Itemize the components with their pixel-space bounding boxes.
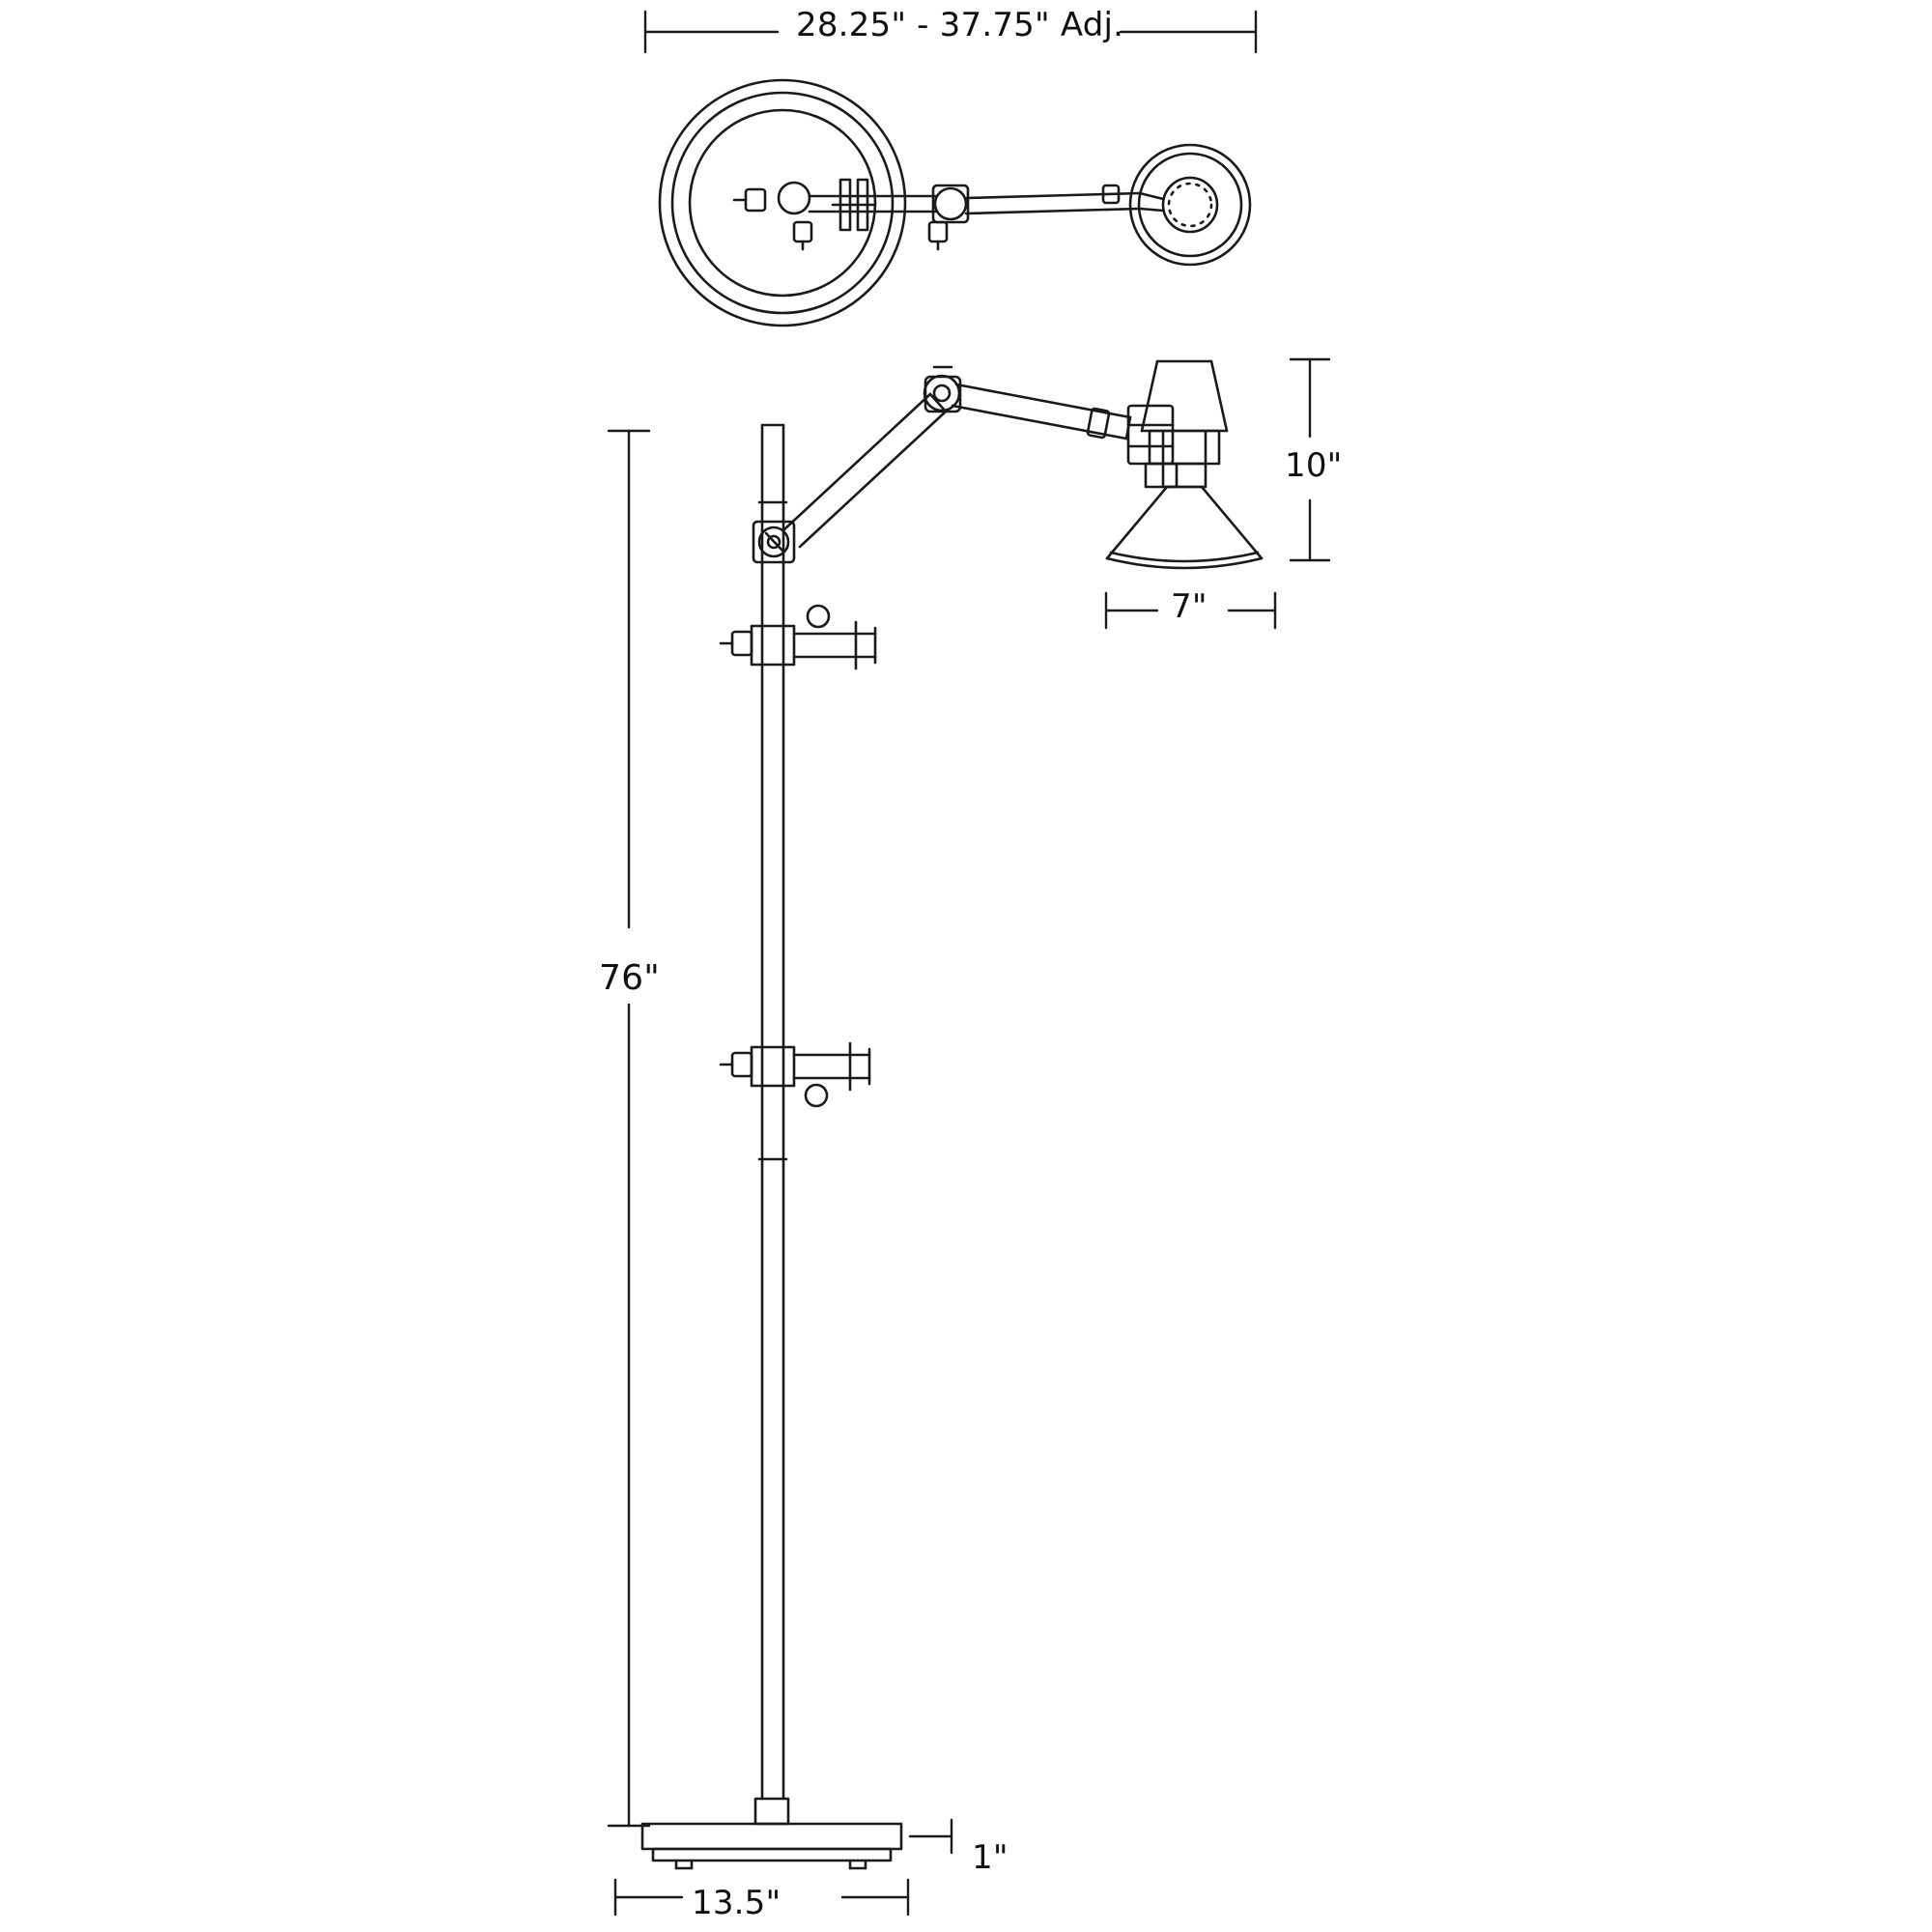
vertical-pole	[759, 425, 786, 1799]
overall-height-dimension-line	[609, 431, 649, 1826]
dimension-label-base-width: 13.5"	[692, 1884, 781, 1922]
elbow-joint	[924, 367, 960, 412]
lower-accessory-arm	[721, 1043, 869, 1106]
upper-accessory-arm	[721, 606, 875, 668]
top-view-group	[645, 12, 1256, 326]
dimension-label-top-width: 28.25" - 37.75" Adj.	[796, 6, 1124, 44]
base-plate	[642, 1799, 901, 1868]
base-thickness-dimension-line	[910, 1820, 952, 1853]
lower-arm	[784, 394, 946, 547]
dimension-label-base-thickness: 1"	[972, 1838, 1009, 1877]
dimension-label-shade-width: 7"	[1171, 587, 1208, 626]
dimension-label-shade-height: 10"	[1285, 446, 1343, 485]
lamp-shade	[1106, 359, 1329, 628]
front-elevation-group	[609, 359, 1329, 1915]
upper-arm	[952, 384, 1130, 439]
top-view-arm	[734, 180, 1163, 249]
dimension-label-overall-height: 76"	[599, 958, 660, 998]
shade-mount	[1128, 406, 1177, 487]
top-view-shade-circle	[1130, 145, 1250, 265]
